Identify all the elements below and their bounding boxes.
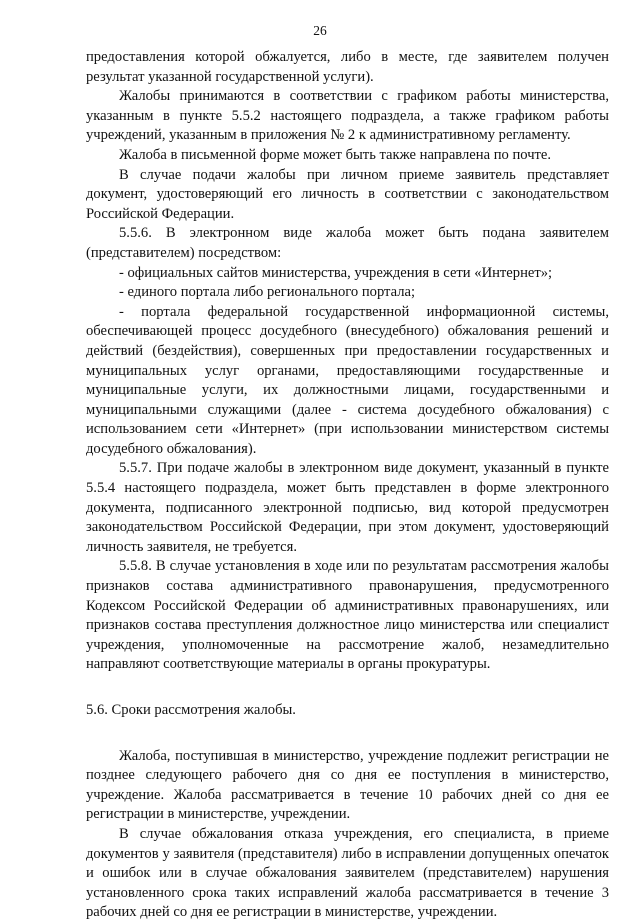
- paragraph-personal-reception: В случае подачи жалобы при личном приеме заявитель представляет документ, удостоверяющий его личность в соответствии с законодательством Российской Федерации.: [86, 166, 609, 222]
- section-heading: 5.6. Сроки рассмотрения жалобы.: [86, 702, 296, 718]
- clause-5-5-8: 5.5.8. В случае установления в ходе или по результатам рассмотрения жалобы признаков состава административного правонарушения, предусмотренного Кодексом Российской Федерации об административных правонарушениях, или признаков состава преступления должностное лицо министерства или специалист учреждения, уполномоченные на рассмотрение жалоб, незамедлительно направляют соответствующие материалы в органы прокуратуры.: [86, 558, 609, 673]
- clause-5-5-6: 5.5.6. В электронном виде жалоба может быть подана заявителем (представителем) посредством:: [86, 225, 609, 261]
- document-body: [86, 48, 609, 923]
- list-item-single-portal: - единого портала либо регионального портала;: [119, 284, 416, 301]
- page-number: 26: [313, 23, 327, 38]
- paragraph-registration-term: Жалоба, поступившая в министерство, учреждение подлежит регистрации не позднее следующего рабочего дня со дня ее поступления в министерство, учреждение. Жалоба рассматривается в течение 10 рабочих дней со дня ее регистрации в министерстве, учреждении.: [86, 747, 609, 823]
- paragraph-continuation: предоставления которой обжалуется, либо в месте, где заявителем получен результат указанной государственной услуги).: [86, 49, 609, 85]
- list-item-official-sites: - официальных сайтов министерства, учреждения в сети «Интернет»;: [119, 264, 553, 281]
- paragraph-postal-complaint: Жалоба в письменной форме может быть также направлена по почте.: [119, 146, 552, 163]
- clause-5-5-7: 5.5.7. При подаче жалобы в электронном виде документ, указанный в пункте 5.5.4 настоящего подраздела, может быть представлен в форме электронного документа, подписанного электронной подписью, вид которой предусмотрен законодательством Российской Федерации, при этом документ, удостоверяющий личность заявителя, не требуется.: [86, 460, 609, 555]
- paragraph-refusal-appeal-term: В случае обжалования отказа учреждения, его специалиста, в приеме документов у заявителя (представителя) либо в исправлении допущенных опечаток и ошибок или в случае обжалования заявителем (представителем) нарушения установленного срока таких исправлений жалоба рассматривается в течение 3 рабочих дней со дня ее регистрации в министерстве, учреждении.: [86, 825, 609, 921]
- paragraph-complaints-schedule: Жалобы принимаются в соответствии с графиком работы министерства, указанным в пункте 5.5.2 настоящего подраздела, а также графиком работы учреждений, указанным в приложения № 2 к административному регламенту.: [86, 88, 609, 144]
- list-item-federal-system-portal: - портала федеральной государственной информационной системы, обеспечивающей процесс досудебного (внесудебного) обжалования решений и действий (бездействия), совершенных при предоставлении государственных и муниципальных услуг органами, предоставляющими государственные и муниципальные услуги, их должностными лицами, государственными и муниципальными служащими (далее - система досудебного обжалования) с использованием сети «Интернет» (при использовании министерством системы досудебного обжалования).: [86, 303, 609, 457]
